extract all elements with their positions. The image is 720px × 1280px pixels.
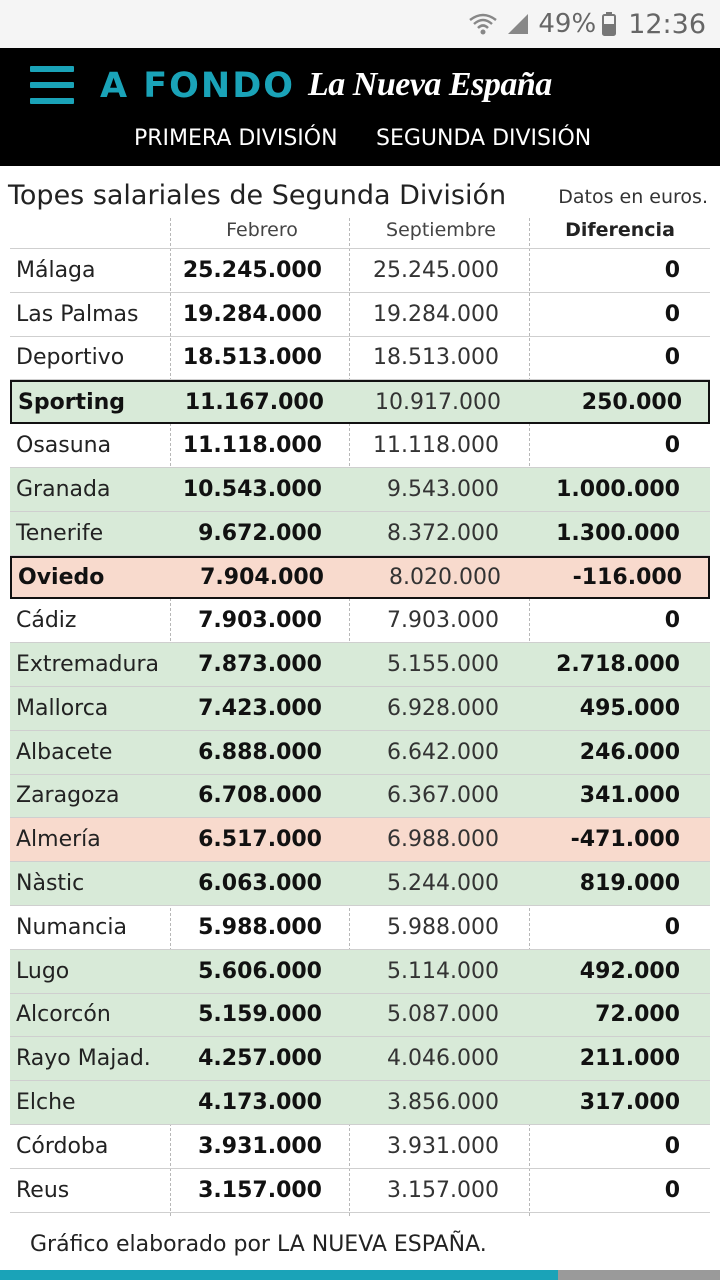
febrero-value: 3.931.000 (198, 1133, 322, 1159)
table-row (10, 906, 710, 950)
septiembre-value: 9.543.000 (387, 476, 499, 502)
diferencia-value: 0 (664, 1133, 680, 1159)
diferencia-value: 0 (664, 433, 680, 459)
diferencia-value: 2.718.000 (556, 652, 680, 678)
table-row (10, 337, 710, 381)
diferencia-value: 72.000 (595, 1002, 680, 1028)
septiembre-value: 5.155.000 (387, 652, 499, 678)
septiembre-value: 5.988.000 (387, 914, 499, 940)
septiembre-value: 8.372.000 (387, 520, 499, 546)
septiembre-value: 6.367.000 (387, 783, 499, 809)
febrero-value: 5.988.000 (198, 914, 322, 940)
febrero-value: 11.167.000 (184, 389, 324, 415)
diferencia-value: 341.000 (579, 783, 680, 809)
diferencia-value: 0 (664, 1177, 680, 1203)
team-name: Osasuna (16, 433, 112, 459)
septiembre-value: 4.046.000 (387, 1046, 499, 1072)
team-name: Numancia (16, 914, 127, 940)
table-row (10, 1169, 710, 1213)
table-row (10, 556, 710, 600)
diferencia-value: 819.000 (579, 871, 680, 897)
team-name: Málaga (16, 257, 96, 283)
septiembre-value: 8.020.000 (389, 564, 501, 590)
reading-progress-bar (0, 1270, 720, 1280)
table-row (10, 862, 710, 906)
table-row (10, 731, 710, 775)
reading-progress-fill (0, 1270, 558, 1280)
septiembre-value: 3.856.000 (387, 1090, 499, 1116)
diferencia-value: 0 (664, 608, 680, 634)
table-row (10, 775, 710, 819)
diferencia-value: 211.000 (579, 1046, 680, 1072)
column-header-febrero: Febrero (226, 219, 298, 241)
febrero-value: 11.118.000 (182, 433, 322, 459)
febrero-value: 7.904.000 (200, 564, 324, 590)
table-row (10, 380, 710, 424)
brand-logo[interactable]: La Nueva España (308, 66, 552, 103)
table-title: Topes salariales de Segunda División (8, 180, 507, 211)
diferencia-value: 317.000 (579, 1090, 680, 1116)
table-row (10, 1125, 710, 1169)
febrero-value: 7.873.000 (198, 652, 322, 678)
febrero-value: 9.672.000 (198, 520, 322, 546)
table-row (10, 1037, 710, 1081)
team-name: Nàstic (16, 871, 85, 897)
septiembre-value: 11.118.000 (373, 433, 499, 459)
team-name: Lugo (16, 958, 70, 984)
team-name: Mallorca (16, 695, 109, 721)
team-name: Almería (16, 827, 101, 853)
septiembre-value: 10.917.000 (375, 389, 501, 415)
febrero-value: 5.606.000 (198, 958, 322, 984)
diferencia-value: 250.000 (581, 389, 682, 415)
units-note: Datos en euros. (558, 186, 708, 208)
septiembre-value: 6.928.000 (387, 695, 499, 721)
team-name: Tenerife (16, 520, 104, 546)
team-name: Extremadura (16, 652, 159, 678)
team-name: Sporting (18, 389, 126, 415)
septiembre-value: 19.284.000 (373, 301, 499, 327)
tab-segunda-division[interactable]: SEGUNDA DIVISIÓN (376, 126, 592, 151)
chart-credit: Gráfico elaborado por LA NUEVA ESPAÑA. (30, 1232, 487, 1257)
section-title[interactable]: A FONDO (100, 66, 296, 106)
diferencia-value: 0 (664, 257, 680, 283)
table-row (10, 599, 710, 643)
diferencia-value: 1.300.000 (556, 520, 680, 546)
septiembre-value: 25.245.000 (373, 257, 499, 283)
febrero-value: 6.063.000 (198, 871, 322, 897)
septiembre-value: 18.513.000 (373, 345, 499, 371)
team-name: Oviedo (18, 564, 105, 590)
septiembre-value: 5.087.000 (387, 1002, 499, 1028)
febrero-value: 4.257.000 (198, 1046, 322, 1072)
septiembre-value: 6.988.000 (387, 827, 499, 853)
tab-primera-division[interactable]: PRIMERA DIVISIÓN (134, 126, 338, 151)
team-name: Córdoba (16, 1133, 109, 1159)
febrero-value: 5.159.000 (198, 1002, 322, 1028)
diferencia-value: 0 (664, 345, 680, 371)
column-header-diferencia: Diferencia (565, 219, 675, 241)
septiembre-value: 3.931.000 (387, 1133, 499, 1159)
diferencia-value: 0 (664, 914, 680, 940)
table-row (10, 293, 710, 337)
table-row (10, 994, 710, 1038)
febrero-value: 10.543.000 (182, 476, 322, 502)
febrero-value: 7.903.000 (198, 608, 322, 634)
febrero-value: 7.423.000 (198, 695, 322, 721)
diferencia-value: 1.000.000 (556, 476, 680, 502)
diferencia-value: 495.000 (579, 695, 680, 721)
table-row (10, 512, 710, 556)
clock: 12:36 (628, 8, 706, 40)
diferencia-value: -116.000 (572, 564, 682, 590)
febrero-value: 25.245.000 (182, 257, 322, 283)
diferencia-value: 0 (664, 301, 680, 327)
septiembre-value: 5.244.000 (387, 871, 499, 897)
division-tabs (0, 126, 720, 162)
table-row (10, 468, 710, 512)
team-name: Deportivo (16, 345, 125, 371)
team-name: Rayo Majad. (16, 1046, 151, 1072)
table-row (10, 424, 710, 468)
status-bar (0, 0, 720, 48)
team-name: Zaragoza (16, 783, 120, 809)
febrero-value: 18.513.000 (182, 345, 322, 371)
septiembre-value: 3.157.000 (387, 1177, 499, 1203)
septiembre-value: 6.642.000 (387, 739, 499, 765)
table-row (10, 249, 710, 293)
team-name: Alcorcón (16, 1002, 111, 1028)
team-name: Elche (16, 1090, 76, 1116)
febrero-value: 6.888.000 (198, 739, 322, 765)
table-row (10, 687, 710, 731)
signal-icon (506, 12, 530, 36)
team-name: Reus (16, 1177, 70, 1203)
febrero-value: 3.157.000 (198, 1177, 322, 1203)
febrero-value: 4.173.000 (198, 1090, 322, 1116)
battery-icon (602, 12, 616, 36)
septiembre-value: 7.903.000 (387, 608, 499, 634)
febrero-value: 6.517.000 (198, 827, 322, 853)
septiembre-value: 5.114.000 (387, 958, 499, 984)
team-name: Albacete (16, 739, 113, 765)
table-row (10, 818, 710, 862)
diferencia-value: -471.000 (570, 827, 680, 853)
table-row (10, 950, 710, 994)
diferencia-value: 246.000 (579, 739, 680, 765)
diferencia-value: 492.000 (579, 958, 680, 984)
table-row (10, 643, 710, 687)
app-header (0, 48, 720, 166)
team-name: Granada (16, 476, 111, 502)
salary-table (10, 248, 710, 1213)
hamburger-menu-icon[interactable] (30, 66, 74, 104)
team-name: Las Palmas (16, 301, 139, 327)
team-name: Cádiz (16, 608, 77, 634)
febrero-value: 6.708.000 (198, 783, 322, 809)
wifi-icon (468, 12, 498, 36)
column-header-septiembre: Septiembre (386, 219, 496, 241)
febrero-value: 19.284.000 (182, 301, 322, 327)
battery-percentage: 49% (538, 9, 597, 39)
table-row (10, 1081, 710, 1125)
